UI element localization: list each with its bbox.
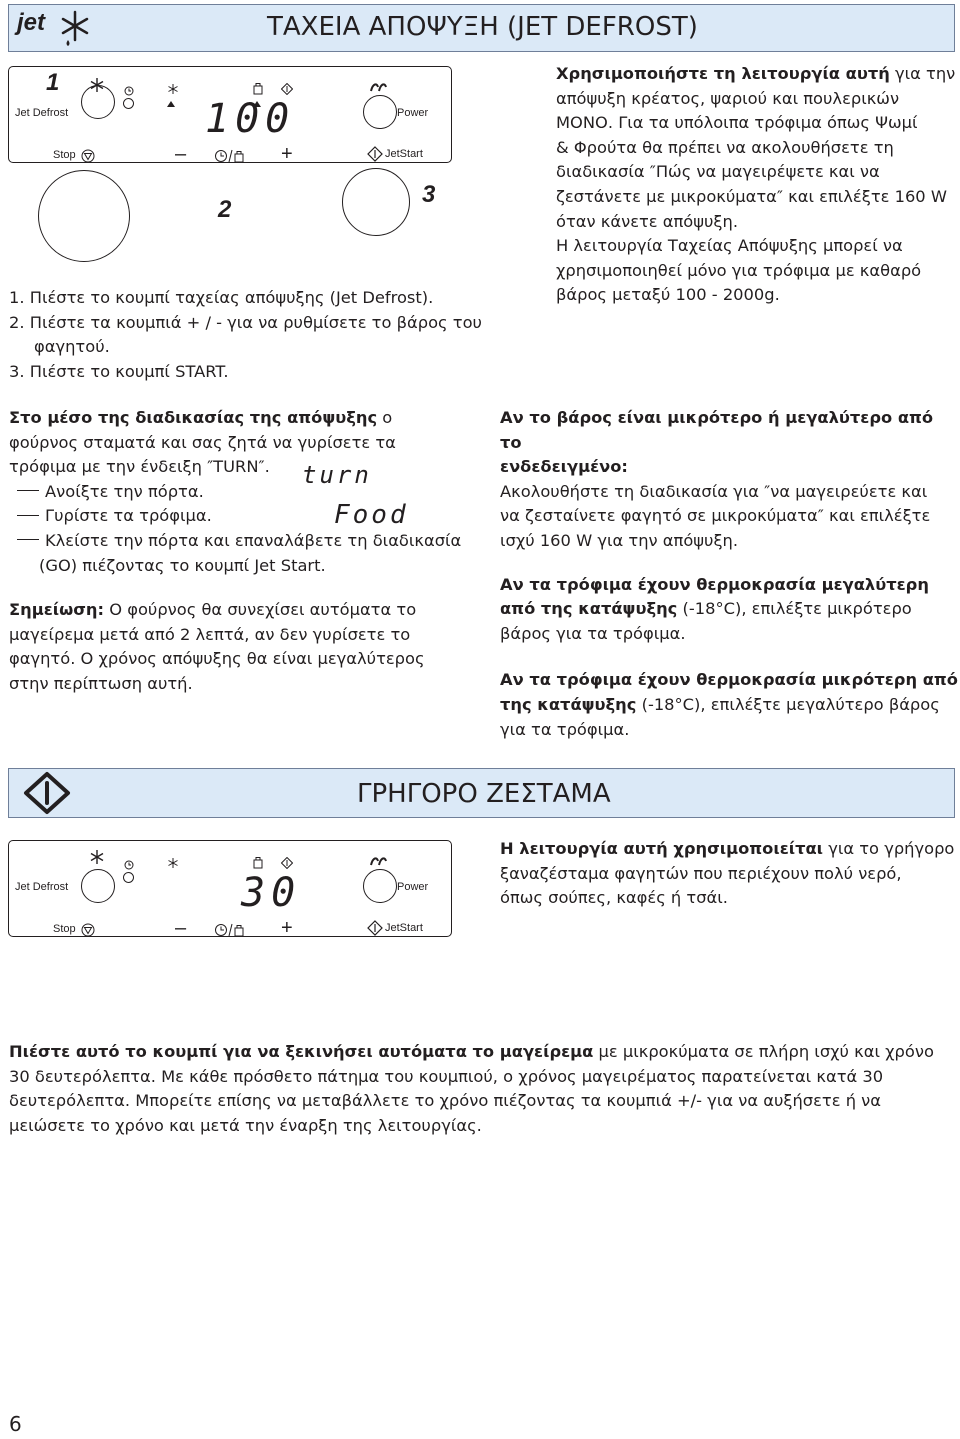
start-indicator-icon — [281, 857, 293, 869]
steps-list — [9, 286, 489, 384]
jet-start-icon — [21, 771, 73, 815]
intro-line: όταν κάνετε απόψυξη. — [556, 211, 738, 231]
jet-start-label: JetStart — [385, 922, 423, 934]
jet-logo-text: jet — [17, 9, 46, 36]
intro-line: για την — [889, 64, 956, 83]
snowflake-icon — [89, 849, 105, 865]
minus-label: – — [175, 143, 187, 165]
stop-icon — [81, 923, 95, 937]
quick-heat-description — [500, 837, 958, 911]
quick-heat-instructions — [9, 1040, 957, 1138]
step-number-2: 2 — [218, 196, 232, 223]
step-2-text: 2. Πιέστε τα κουμπιά + / - για να ρυθμίσετε το βάρος του — [9, 312, 482, 332]
bullet-open-door: Ανοίξτε την πόρτα. — [45, 481, 204, 501]
note-bold: Σημείωση: — [9, 600, 105, 620]
snowflake-indicator-icon — [167, 83, 179, 95]
weight-temperature-notes — [500, 406, 958, 742]
timer-weight-icon — [215, 923, 245, 937]
power-label: Power — [397, 881, 429, 893]
power-icon — [369, 855, 389, 867]
p2-bold: Αν τα τρόφιμα έχουν θερμοκρασία μεγαλύτερη — [500, 574, 929, 594]
quick-line: όπως σούπες, καφές ή τσάι. — [500, 888, 728, 908]
p1-line: να ζεσταίνετε φαγητό σε μικροκύματα″ και επιλέξτε — [500, 506, 931, 526]
bottom-line: με μικροκύματα σε πλήρη ισχύ και χρόνο — [593, 1042, 934, 1061]
note-line: Ο φούρνος θα συνεχίσει αυτόματα το — [104, 600, 417, 620]
power-label: Power — [397, 107, 429, 119]
snowflake-icon — [89, 77, 105, 93]
display-turn: turn — [302, 461, 372, 489]
jet-start-icon — [367, 146, 383, 162]
p1-bold: ενδεδειγμένο: — [500, 457, 628, 477]
power-button[interactable] — [363, 869, 397, 903]
step-number-1: 1 — [46, 69, 60, 96]
dash — [17, 515, 39, 516]
p3-line: (-18°C), επιλέξτε μεγαλύτερο βάρος — [636, 694, 940, 714]
intro-line: ΜΟΝΟ. Για τα υπόλοιπα τρόφιμα όπως Ψωμί — [556, 113, 918, 133]
jet-logo — [17, 7, 97, 49]
section-banner-quick-heat — [8, 768, 955, 818]
intro-line: απόψυξη κρέατος, ψαριού και πουλερικών — [556, 88, 900, 108]
panel-display-time: 30 — [241, 870, 302, 916]
indicator-light — [123, 872, 134, 883]
stop-label: Stop — [53, 149, 76, 161]
stop-label: Stop — [53, 923, 76, 935]
clock-icon — [124, 860, 134, 870]
turn-bold: Στο μέσο της διαδικασίας της απόψυξης — [9, 408, 378, 427]
intro-line: ζεστάνετε με μικροκύματα″ και επιλέξτε 160 W — [556, 186, 947, 206]
intro-line: & Φρούτα θα πρέπει να ακολουθήσετε τη — [556, 137, 894, 157]
panel-display-weight: 100 — [205, 96, 296, 142]
intro-line: χρησιμοποιηθεί μόνο για τρόφιμα με καθαρό — [556, 260, 922, 280]
jet-defrost-button[interactable] — [81, 869, 115, 903]
step-3-text: 3. Πιέστε το κουμπί START. — [9, 361, 229, 381]
control-panel-quick-heat — [8, 840, 452, 937]
intro-line: βάρος μεταξύ 100 - 2000g. — [556, 285, 780, 305]
p1-bold: Αν το βάρος είναι μικρότερο ή μεγαλύτερο από το — [500, 408, 934, 452]
bottom-line: μειώσετε το χρόνο και μετά την έναρξη της λειτουργίας. — [9, 1115, 482, 1135]
p3-line: για τα τρόφιμα. — [500, 719, 630, 739]
jet-start-label: JetStart — [385, 148, 423, 160]
page-number: 6 — [9, 1412, 22, 1436]
snowflake-indicator-icon — [167, 857, 179, 869]
turn-line: τρόφιμα με την ένδειξη ″TURN″. — [9, 457, 270, 477]
snowflake-icon — [55, 7, 95, 47]
minus-label: – — [175, 917, 187, 939]
p2-line: βάρος για τα τρόφιμα. — [500, 623, 686, 643]
power-button[interactable] — [363, 95, 397, 129]
note-line: φαγητό. Ο χρόνος απόψυξης θα είναι μεγαλύτερος — [9, 649, 425, 669]
stop-button[interactable] — [38, 170, 130, 262]
jet-defrost-label: Jet Defrost — [15, 107, 69, 119]
bottom-bold: Πιέστε αυτό το κουμπί για να ξεκινήσει αυτόματα το μαγείρεμα — [9, 1042, 594, 1061]
step-number-3: 3 — [422, 181, 436, 208]
step-2-text-cont: φαγητού. — [34, 337, 110, 357]
plus-label: + — [281, 143, 293, 165]
turn-line: ο — [377, 408, 393, 427]
timer-weight-icon — [215, 149, 245, 163]
dash — [17, 490, 39, 491]
p3-bold: Αν τα τρόφιμα έχουν θερμοκρασία μικρότερη από — [500, 670, 958, 690]
turn-line: φούρνος σταματά και σας ζητά να γυρίσετε τα — [9, 432, 396, 452]
jet-defrost-description — [556, 62, 956, 308]
section-banner-jet-defrost — [8, 4, 955, 52]
bottom-line: δευτερόλεπτα. Μπορείτε επίσης να μεταβάλλετε το χρόνο πιέζοντας τα κουμπιά +/- για να αυξήσετε ή να — [9, 1091, 882, 1111]
step-1-text: 1. Πιέστε το κουμπί ταχείας απόψυξης (Jet Defrost). — [9, 288, 434, 307]
jet-defrost-label: Jet Defrost — [15, 881, 69, 893]
bullet-close-door: Κλείστε την πόρτα και επαναλάβετε τη διαδικασία — [45, 530, 462, 550]
section-title-jet-defrost: ΤΑΧΕΙΑ ΑΠΟΨΥΞΗ (JET DEFROST) — [267, 12, 698, 42]
p2-line: (-18°C), επιλέξτε μικρότερο — [677, 599, 912, 619]
note-line: μαγείρεμα μετά από 2 λεπτά, αν δεν γυρίσετε το — [9, 624, 411, 644]
section-title-quick-heat: ΓΡΗΓΟΡΟ ΖΕΣΤΑΜΑ — [357, 779, 611, 809]
intro-line: διαδικασία ″Πώς να μαγειρέψετε και να — [556, 162, 880, 182]
display-food: Food — [334, 500, 409, 530]
start-indicator-icon — [281, 83, 293, 95]
intro-bold: Χρησιμοποιήστε τη λειτουργία αυτή — [556, 64, 890, 83]
bullet-close-door-cont: (GO) πιέζοντας το κουμπί Jet Start. — [39, 555, 326, 575]
indicator-light — [123, 98, 134, 109]
weight-icon — [253, 857, 263, 869]
turn-food-instructions — [9, 406, 489, 697]
dash — [17, 539, 39, 540]
p1-line: ισχύ 160 W για την απόψυξη. — [500, 530, 739, 550]
bottom-line: 30 δευτερόλεπτα. Με κάθε πρόσθετο πάτημα του κουμπιού, ο χρόνος μαγειρέματος παρατείνεται κατά 30 — [9, 1066, 884, 1086]
p3-bold: της κατάψυξης — [500, 694, 637, 714]
clock-icon — [124, 86, 134, 96]
intro-line: Η λειτουργία Ταχείας Απόψυξης μπορεί να — [556, 236, 903, 256]
note-line: στην περίπτωση αυτή. — [9, 673, 193, 693]
p2-bold: από της κατάψυξης — [500, 599, 678, 619]
stop-icon — [81, 149, 95, 163]
plus-label: + — [281, 917, 293, 939]
control-panel-jet-defrost — [8, 66, 452, 163]
weight-icon — [253, 83, 263, 95]
quick-line: ξαναζέσταμα φαγητών που περιέχουν πολύ νερό, — [500, 863, 902, 883]
quick-line: για το γρήγορο — [823, 839, 955, 858]
jet-start-icon — [367, 920, 383, 936]
jet-start-button[interactable] — [342, 168, 410, 236]
bullet-turn-food: Γυρίστε τα τρόφιμα. — [45, 506, 212, 526]
power-icon — [369, 81, 389, 93]
quick-bold: Η λειτουργία αυτή χρησιμοποιείται — [500, 839, 824, 858]
p1-line: Ακολουθήστε τη διαδικασία για ″να μαγειρεύετε και — [500, 481, 928, 501]
